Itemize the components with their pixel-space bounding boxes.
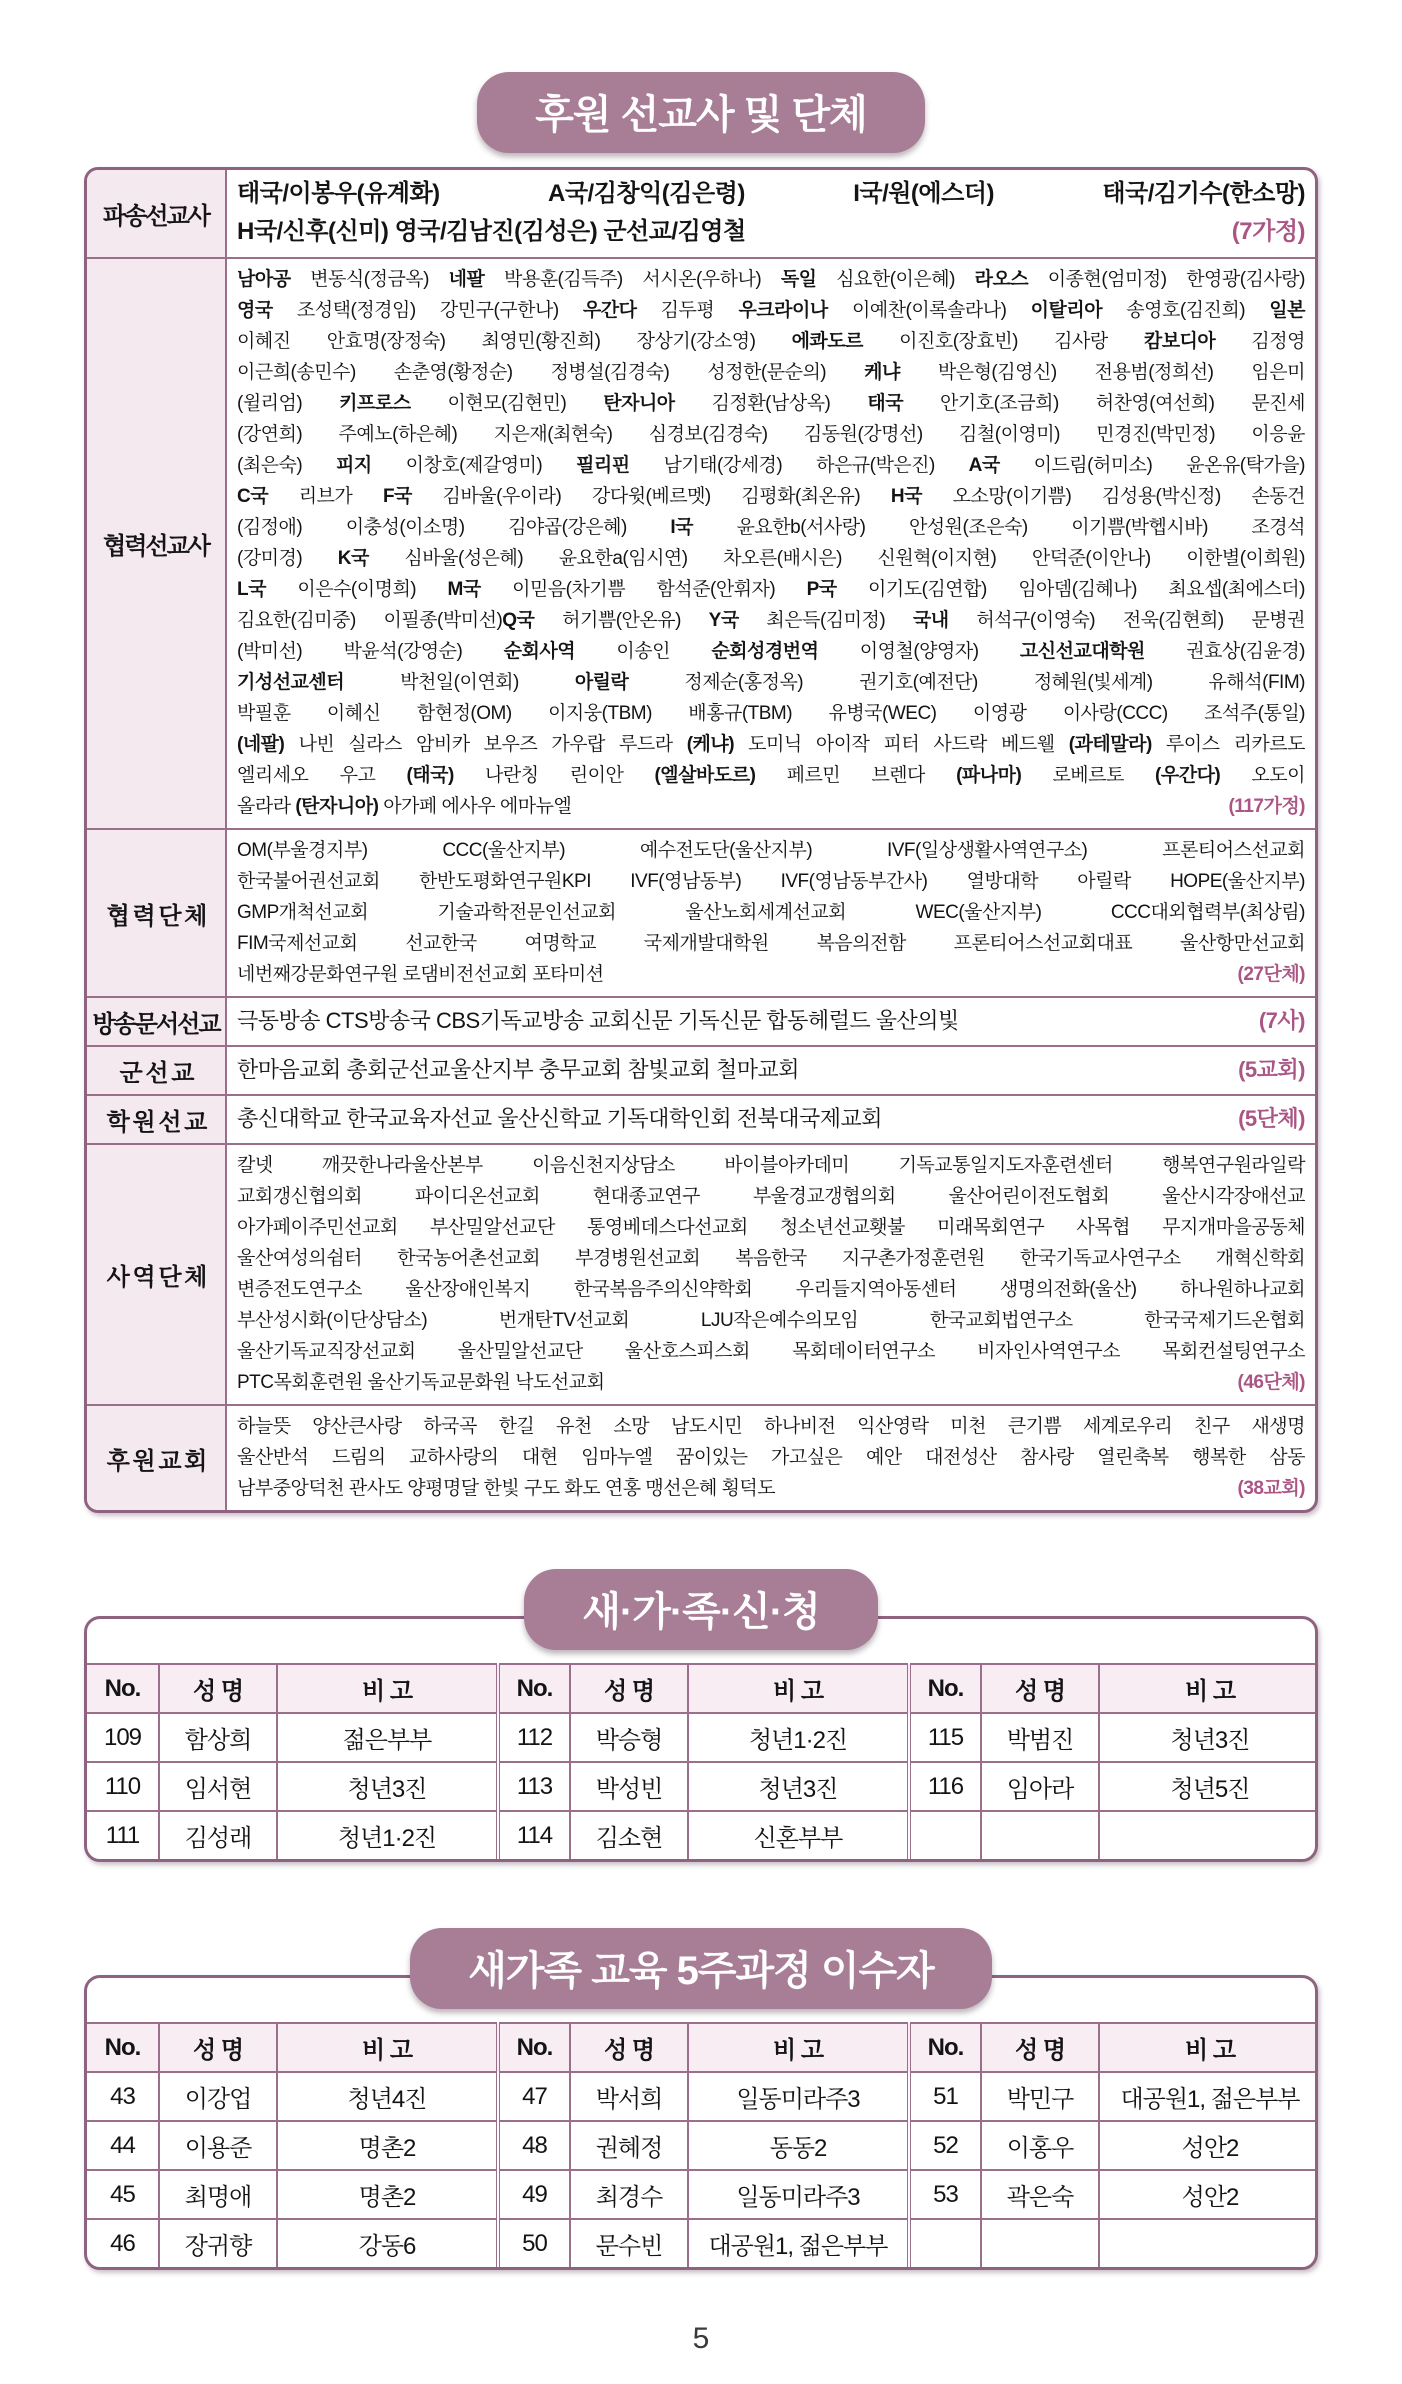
row-content xyxy=(227,998,1315,1045)
cell-note: 청년3진 xyxy=(1099,1713,1318,1762)
column-header: 비 고 xyxy=(277,1664,498,1713)
support-row xyxy=(87,996,1315,1045)
cell-no: 113 xyxy=(498,1762,570,1811)
text-line: 하늘뜻 양산큰사랑 하국곡 한길 유천 소망 남도시민 하나비전 익산영락 미천 큰기쁨 세계로우리 친구 새생명 xyxy=(237,1416,1305,1437)
text-line: 엘리세오 우고 (태국) 나란칭 린이안 (엘살바도르) 페르민 브렌다 (파나마) 로베르토 (우간다) 오도이 xyxy=(237,765,1305,786)
cell-no: 46 xyxy=(87,2219,159,2267)
section-title-supported-missionaries: 후원 선교사 및 단체 xyxy=(477,72,924,153)
cell-no: 45 xyxy=(87,2170,159,2219)
cell-no: 51 xyxy=(909,2072,981,2121)
cell-name: 김소현 xyxy=(570,1811,688,1859)
cell-no: 110 xyxy=(87,1762,159,1811)
cell-no: 48 xyxy=(498,2121,570,2170)
row-label: 군 선 교 xyxy=(87,1047,227,1094)
cell-note: 청년4진 xyxy=(277,2072,498,2121)
cell-no: 50 xyxy=(498,2219,570,2267)
column-header: 비 고 xyxy=(1099,2023,1318,2072)
cell-no: 111 xyxy=(87,1811,159,1859)
text-line: (강연희) 주예노(하은혜) 지은재(최현숙) 심경보(김경숙) 김동원(강명선) 김철(이영미) 민경진(박민정) 이응윤 xyxy=(237,424,1305,445)
row-label: 학 원 선 교 xyxy=(87,1096,227,1143)
cell-name xyxy=(981,2219,1099,2267)
column-header: No. xyxy=(498,1664,570,1713)
cell-name: 함상희 xyxy=(159,1713,277,1762)
new-family-table xyxy=(87,1663,1318,1859)
cell-name: 곽은숙 xyxy=(981,2170,1099,2219)
table-row xyxy=(87,1762,1318,1811)
page-number: 5 xyxy=(692,2322,710,2355)
count-badge: (117가정) xyxy=(1228,796,1305,817)
text-line: FIM국제선교회 선교한국 여명학교 국제개발대학원 복음의전함 프론티어스선교회대표 울산항만선교회 xyxy=(237,933,1305,954)
cell-note: 청년3진 xyxy=(277,1762,498,1811)
text-line: (117가정) 올라라 (탄자니아) 아가페 에사우 에마뉴엘 xyxy=(237,791,1305,822)
support-row xyxy=(87,1143,1315,1404)
text-line: (최은숙) 피지 이창호(제갈영미) 필리핀 남기태(강세경) 하은규(박은진) A국 이드림(허미소) 윤온유(탁가을) xyxy=(237,455,1305,476)
cell-note: 대공원1, 젊은부부 xyxy=(688,2219,909,2267)
text-line: (27단체) 네번째강문화연구원 로댐비전선교회 포타미션 xyxy=(237,959,1305,990)
row-label: 협 력 단 체 xyxy=(87,830,227,996)
cell-note: 청년1·2진 xyxy=(688,1713,909,1762)
count-badge: (38교회) xyxy=(1237,1478,1305,1499)
cell-no: 44 xyxy=(87,2121,159,2170)
row-label: 협력선교사 xyxy=(87,259,227,828)
text-line: 울산여성의쉼터 한국농어촌선교회 부경병원선교회 복음한국 지구촌가정훈련원 한국기독교사연구소 개혁신학회 xyxy=(237,1248,1305,1269)
section-title-new-family-applications: 새·가·족·신·청 xyxy=(524,1569,877,1650)
support-row xyxy=(87,1045,1315,1094)
text-line: 한국불어권선교회 한반도평화연구원KPI IVF(영남동부) IVF(영남동부간사) 열방대학 아릴락 HOPE(울산지부) xyxy=(237,871,1305,892)
cell-note: 청년1·2진 xyxy=(277,1811,498,1859)
cell-note: 성안2 xyxy=(1099,2121,1318,2170)
column-header: 성 명 xyxy=(159,2023,277,2072)
column-header: 성 명 xyxy=(981,2023,1099,2072)
column-header: No. xyxy=(909,1664,981,1713)
row-label: 방송문서선교 xyxy=(87,998,227,1045)
text-line: (5교회) 한마음교회 총회군선교울산지부 충무교회 참빛교회 철마교회 xyxy=(237,1052,1305,1088)
cell-note: 일동미라주3 xyxy=(688,2170,909,2219)
text-line: (박미선) 박윤석(강영순) 순회사역 이송인 순회성경번역 이영철(양영자) 고신선교대학원 권효상(김윤경) xyxy=(237,641,1306,662)
cell-note: 신혼부부 xyxy=(688,1811,909,1859)
column-header: 비 고 xyxy=(1099,1664,1318,1713)
support-row xyxy=(87,1094,1315,1143)
text-line: (윌리엄) 키프로스 이현모(김현민) 탄자니아 김정환(남상옥) 태국 안기호(조금희) 허찬영(여선희) 문진세 xyxy=(237,393,1305,414)
cell-note: 청년3진 xyxy=(688,1762,909,1811)
cell-no: 43 xyxy=(87,2072,159,2121)
text-line: (46단체) PTC목회훈련원 울산기독교문화원 낙도선교회 xyxy=(237,1367,1305,1398)
cell-note: 명촌2 xyxy=(277,2121,498,2170)
cell-name: 이용준 xyxy=(159,2121,277,2170)
cell-note: 대공원1, 젊은부부 xyxy=(1099,2072,1318,2121)
cell-note: 청년5진 xyxy=(1099,1762,1318,1811)
cell-note: 동동2 xyxy=(688,2121,909,2170)
cell-note: 명촌2 xyxy=(277,2170,498,2219)
text-line: GMP개척선교회 기술과학전문인선교회 울산노회세계선교회 WEC(울산지부) CCC대외협력부(최상림) xyxy=(237,902,1305,923)
cell-name: 임아라 xyxy=(981,1762,1099,1811)
text-line: (7가정) H국/신후(신미) 영국/김남진(김성은) 군선교/김영철 xyxy=(237,213,1305,251)
cell-name: 이홍우 xyxy=(981,2121,1099,2170)
section-title-course-graduates: 새가족 교육 5주과정 이수자 xyxy=(410,1928,992,2009)
new-family-table-box xyxy=(84,1616,1318,1862)
column-header: 성 명 xyxy=(981,1664,1099,1713)
text-line: 칼넷 깨끗한나라울산본부 이음신천지상담소 바이블아카데미 기독교통일지도자훈련센터 행복연구원라일락 xyxy=(237,1155,1305,1176)
cell-name xyxy=(981,1811,1099,1859)
row-content xyxy=(227,1406,1315,1510)
cell-note xyxy=(1099,1811,1318,1859)
support-row xyxy=(87,828,1315,996)
text-line: (강미경) K국 심바울(성은혜) 윤요한a(임시연) 차오른(배시은) 신원혁(이지현) 안덕준(이안나) 이한별(이희원) xyxy=(237,548,1305,569)
cell-name: 김성래 xyxy=(159,1811,277,1859)
support-missionaries-table xyxy=(84,167,1318,1513)
cell-no: 115 xyxy=(909,1713,981,1762)
row-content xyxy=(227,830,1315,996)
cell-name: 문수빈 xyxy=(570,2219,688,2267)
text-line: (김정애) 이충성(이소명) 김야곱(강은혜) I국 윤요한b(서사랑) 안성원(조은숙) 이기쁨(박헵시바) 조경석 xyxy=(237,517,1305,538)
cell-note: 성안2 xyxy=(1099,2170,1318,2219)
row-label: 후 원 교 회 xyxy=(87,1406,227,1510)
count-badge: (7사) xyxy=(1258,1008,1305,1033)
cell-no: 49 xyxy=(498,2170,570,2219)
cell-no: 52 xyxy=(909,2121,981,2170)
cell-name: 박승형 xyxy=(570,1713,688,1762)
column-header: No. xyxy=(498,2023,570,2072)
text-line: 태국/이봉우(유계화) A국/김창익(김은령) I국/원(에스더) 태국/김기수(한소망) xyxy=(237,180,1305,207)
cell-note: 젊은부부 xyxy=(277,1713,498,1762)
text-line: 교회갱신협의회 파이디온선교회 현대종교연구 부울경교갱협의회 울산어린이전도협회 울산시각장애선교 xyxy=(237,1186,1305,1207)
cell-note: 강동6 xyxy=(277,2219,498,2267)
count-badge: (27단체) xyxy=(1237,964,1305,985)
cell-no: 116 xyxy=(909,1762,981,1811)
text-line: 김요한(김미중) 이필종(박미선)Q국 허기쁨(안온유) Y국 최은득(김미정) 국내 허석구(이영숙) 전욱(김현희) 문병권 xyxy=(237,610,1306,631)
text-line: 부산성시화(이단상담소) 번개탄TV선교회 LJU작은예수의모임 한국교회법연구소 한국국제기드온협회 xyxy=(237,1310,1305,1331)
text-line: 기성선교센터 박천일(이연회) 아릴락 정제순(홍정옥) 권기호(예전단) 정혜원(빛세계) 유해석(FIM) xyxy=(237,672,1305,693)
text-line: 이근희(송민수) 손춘영(황정순) 정병설(김경숙) 성정한(문순의) 케냐 박은형(김영신) 전용범(정희선) 임은미 xyxy=(237,362,1305,383)
text-line: OM(부울경지부) CCC(울산지부) 예수전도단(울산지부) IVF(일상생활사역연구소) 프론티어스선교회 xyxy=(237,840,1305,861)
text-line: 울산기독교직장선교회 울산밀알선교단 울산호스피스회 목회데이터연구소 비자인사역연구소 목회컨설팅연구소 xyxy=(237,1341,1305,1362)
text-line: (5단체) 총신대학교 한국교육자선교 울산신학교 기독대학인회 전북대국제교회 xyxy=(237,1101,1305,1137)
table-row xyxy=(87,1811,1318,1859)
count-badge: (46단체) xyxy=(1237,1372,1305,1393)
graduates-table-box xyxy=(84,1975,1318,2270)
text-line: 변증전도연구소 울산장애인복지 한국복음주의신약학회 우리들지역아동센터 생명의전화(울산) 하나원하나교회 xyxy=(237,1279,1305,1300)
cell-name: 최경수 xyxy=(570,2170,688,2219)
table-row xyxy=(87,2121,1318,2170)
cell-note xyxy=(1099,2219,1318,2267)
column-header: No. xyxy=(87,1664,159,1713)
text-line: (38교회) 남부중앙덕천 관사도 양평명달 한빛 구도 화도 연홍 맹선은혜 횡덕도 xyxy=(237,1473,1305,1504)
cell-name: 이강업 xyxy=(159,2072,277,2121)
count-badge: (7가정) xyxy=(1231,218,1305,245)
cell-name: 최명애 xyxy=(159,2170,277,2219)
support-row xyxy=(87,1404,1315,1510)
text-line: (네팔) 나빈 실라스 암비카 보우즈 가우랍 루드라 (케냐) 도미닉 아이작 피터 사드락 베드웰 (과테말라) 루이스 리카르도 xyxy=(237,734,1305,755)
graduates-table xyxy=(87,2022,1318,2267)
support-row xyxy=(87,257,1315,828)
cell-no: 114 xyxy=(498,1811,570,1859)
text-line: 박필훈 이혜신 함현정(OM) 이지웅(TBM) 배홍규(TBM) 유병국(WEC) 이영광 이사랑(CCC) 조석주(통일) xyxy=(237,703,1305,724)
column-header: 비 고 xyxy=(277,2023,498,2072)
cell-no xyxy=(909,2219,981,2267)
text-line: (7사) 극동방송 CTS방송국 CBS기독교방송 교회신문 기독신문 합동헤럴드 울산의빛 xyxy=(237,1003,1305,1039)
row-content xyxy=(227,170,1315,257)
text-line: 이혜진 안효명(장정숙) 최영민(황진희) 장상기(강소영) 에콰도르 이진호(장효빈) 김사랑 캄보디아 김정영 xyxy=(237,331,1305,352)
table-row xyxy=(87,2219,1318,2267)
column-header: 성 명 xyxy=(570,2023,688,2072)
text-line: 아가페이주민선교회 부산밀알선교단 통영베데스다선교회 청소년선교횃불 미래목회연구 사목협 무지개마을공동체 xyxy=(237,1217,1305,1238)
cell-name: 권혜정 xyxy=(570,2121,688,2170)
column-header: 성 명 xyxy=(570,1664,688,1713)
row-content xyxy=(227,1096,1315,1143)
column-header: 비 고 xyxy=(688,2023,909,2072)
row-content xyxy=(227,1047,1315,1094)
cell-name: 박범진 xyxy=(981,1713,1099,1762)
table-row xyxy=(87,1713,1318,1762)
support-row xyxy=(87,170,1315,257)
cell-name: 박성빈 xyxy=(570,1762,688,1811)
text-line: C국 리브가 F국 김바울(우이라) 강다윗(베르멧) 김평화(최온유) H국 오소망(이기쁨) 김성용(박신정) 손동건 xyxy=(237,486,1305,507)
text-line: 영국 조성택(정경임) 강민구(구한나) 우간다 김두평 우크라이나 이예찬(이록솔라나) 이탈리아 송영호(김진희) 일본 xyxy=(237,300,1305,321)
cell-name: 임서현 xyxy=(159,1762,277,1811)
row-content xyxy=(227,1145,1315,1404)
cell-name: 장귀향 xyxy=(159,2219,277,2267)
row-label: 사 역 단 체 xyxy=(87,1145,227,1404)
count-badge: (5교회) xyxy=(1238,1057,1305,1082)
cell-no: 112 xyxy=(498,1713,570,1762)
cell-no: 53 xyxy=(909,2170,981,2219)
text-line: 울산반석 드림의 교하사랑의 대현 임마누엘 꿈이있는 가고싶은 예안 대전성산 참사랑 열린축복 행복한 삼동 xyxy=(237,1447,1305,1468)
row-content xyxy=(227,259,1315,828)
column-header: 성 명 xyxy=(159,1664,277,1713)
cell-name: 박민구 xyxy=(981,2072,1099,2121)
cell-no: 109 xyxy=(87,1713,159,1762)
cell-no: 47 xyxy=(498,2072,570,2121)
cell-note: 일동미라주3 xyxy=(688,2072,909,2121)
count-badge: (5단체) xyxy=(1238,1106,1305,1131)
table-row xyxy=(87,2072,1318,2121)
column-header: No. xyxy=(87,2023,159,2072)
text-line: 남아공 변동식(정금옥) 네팔 박용훈(김득주) 서시온(우하나) 독일 심요한(이은혜) 라오스 이종현(엄미정) 한영광(김사랑) xyxy=(237,269,1305,290)
column-header: No. xyxy=(909,2023,981,2072)
cell-no xyxy=(909,1811,981,1859)
cell-name: 박서희 xyxy=(570,2072,688,2121)
text-line: L국 이은수(이명희) M국 이믿음(차기쁨 함석준(안휘자) P국 이기도(김연합) 임아뎀(김혜나) 최요셉(최에스더) xyxy=(237,579,1305,600)
column-header: 비 고 xyxy=(688,1664,909,1713)
row-label: 파송선교사 xyxy=(87,170,227,257)
